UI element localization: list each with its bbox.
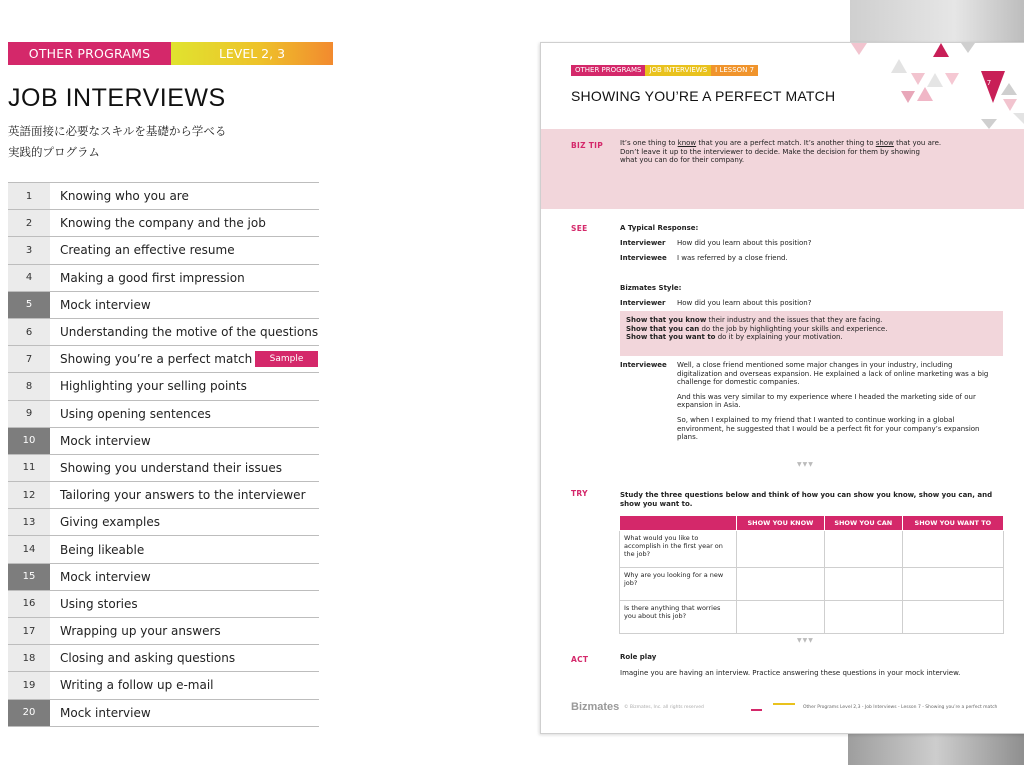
lesson-number: 5 <box>8 292 50 318</box>
lesson-item[interactable] <box>8 482 319 509</box>
speaker-label: Interviewer <box>620 239 666 247</box>
lesson-item[interactable] <box>8 645 319 672</box>
background-photo-top <box>850 0 1024 42</box>
lesson-title-cell <box>50 373 319 399</box>
lesson-item[interactable] <box>8 265 319 292</box>
lesson-title: Showing you’re a perfect match <box>60 352 253 367</box>
lesson-number: 8 <box>8 373 50 399</box>
lesson-title-cell <box>50 265 319 291</box>
background-photo-bottom <box>848 732 1024 765</box>
lesson-item[interactable] <box>8 672 319 699</box>
table-cell <box>902 531 1003 568</box>
lesson-title: Using stories <box>60 596 138 611</box>
lesson-list <box>8 182 319 727</box>
lesson-title-cell <box>50 645 319 671</box>
biz-tip-line-2: Don’t leave it up to the interviewer to decide. Make the decision for them by showing <box>620 147 920 156</box>
lesson-item[interactable] <box>8 346 319 373</box>
lesson-title-cell <box>50 455 319 481</box>
subtitle-line-2: 実践的プログラム <box>8 145 100 159</box>
lesson-item[interactable] <box>8 401 319 428</box>
bizmates-style-heading: Bizmates Style: <box>620 284 682 292</box>
table-header <box>620 516 737 531</box>
lesson-title: Wrapping up your answers <box>60 624 221 639</box>
lesson-item[interactable] <box>8 564 319 591</box>
doc-tag-lesson: I LESSON 7 <box>711 65 758 76</box>
lesson-item[interactable] <box>8 183 319 210</box>
table-header: SHOW YOU CAN <box>824 516 902 531</box>
lesson-title-cell <box>50 237 319 263</box>
lesson-title-cell <box>50 428 319 454</box>
table-header: SHOW YOU WANT TO <box>902 516 1003 531</box>
lesson-title: Mock interview <box>60 569 151 584</box>
lesson-title: Making a good first impression <box>60 270 245 285</box>
lesson-number: 18 <box>8 645 50 671</box>
lesson-number: 2 <box>8 210 50 236</box>
act-text: Imagine you are having an interview. Practice answering these questions in your mock interview. <box>620 669 961 677</box>
table-header: SHOW YOU KNOW <box>737 516 825 531</box>
doc-breadcrumb <box>571 65 758 76</box>
try-table <box>619 515 1004 634</box>
section-divider: ▼▼▼ <box>797 461 814 468</box>
answer-paragraph: So, when I explained to my friend that I wanted to continue working in a global environment, he suggested that I would be a perfect fit for your company’s expansion plans. <box>677 415 980 442</box>
interviewee-answer <box>620 361 995 448</box>
table-cell <box>737 568 825 601</box>
lesson-item[interactable] <box>8 319 319 346</box>
lesson-title: Knowing the company and the job <box>60 216 266 231</box>
section-divider: ▼▼▼ <box>797 637 814 644</box>
lesson-number: 12 <box>8 482 50 508</box>
lesson-item[interactable] <box>8 700 319 727</box>
doc-tag-program: OTHER PROGRAMS <box>571 65 645 76</box>
try-label: TRY <box>571 489 588 498</box>
table-row <box>620 568 1004 601</box>
table-cell <box>824 601 902 634</box>
lesson-title-cell <box>50 346 319 372</box>
lesson-number: 7 <box>8 346 50 372</box>
level-label: LEVEL 2, 3 <box>171 42 333 65</box>
table-cell <box>737 531 825 568</box>
bizmates-interviewer-line <box>620 299 811 308</box>
biz-tip-text <box>620 139 980 165</box>
speaker-text: I was referred by a close friend. <box>677 254 788 262</box>
bizmates-logo: Bizmates <box>571 701 620 713</box>
table-header-row <box>620 516 1004 531</box>
lesson-item[interactable] <box>8 509 319 536</box>
lesson-item[interactable] <box>8 373 319 400</box>
biz-tip-line-3: what you can do for their company. <box>620 156 745 165</box>
speaker-label: Interviewer <box>620 299 666 307</box>
lesson-item[interactable] <box>8 591 319 618</box>
biz-tip-show: show <box>875 139 894 147</box>
speaker-text: How did you learn about this position? <box>677 239 812 247</box>
lesson-number: 9 <box>8 401 50 427</box>
lesson-title: Knowing who you are <box>60 189 189 204</box>
biz-tip-know: know <box>677 139 697 147</box>
lesson-number: 20 <box>8 700 50 726</box>
highlight-bold: Show that you want to <box>626 333 716 342</box>
lesson-title-cell <box>50 536 319 562</box>
biz-tip-label: BIZ TIP <box>571 141 604 150</box>
table-cell <box>737 601 825 634</box>
lesson-title-cell <box>50 618 319 644</box>
table-row <box>620 601 1004 634</box>
lesson-title-cell <box>50 401 319 427</box>
lesson-title: Using opening sentences <box>60 406 211 421</box>
lesson-number: 4 <box>8 265 50 291</box>
lesson-title-cell <box>50 564 319 590</box>
typical-interviewee-line <box>620 254 788 263</box>
table-question: Is there anything that worries you about this job? <box>620 601 737 634</box>
try-instructions: Study the three questions below and think of how you can show you know, show you can, and show you want to. <box>620 491 993 508</box>
triangle-decoration <box>841 43 1024 143</box>
speaker-label: Interviewee <box>620 254 667 262</box>
table-question: What would you like to accomplish in the first year on the job? <box>620 531 737 568</box>
lesson-title-cell <box>50 183 319 209</box>
lesson-number: 11 <box>8 455 50 481</box>
page-subtitle <box>8 121 328 163</box>
lesson-item[interactable] <box>8 237 319 264</box>
lesson-number: 3 <box>8 237 50 263</box>
lesson-number: 19 <box>8 672 50 698</box>
speaker-label: Interviewee <box>620 361 667 369</box>
answer-paragraph: And this was very similar to my experience where I headed the marketing side of our expansion in Asia. <box>677 392 976 410</box>
lesson-number: 13 <box>8 509 50 535</box>
act-heading: Role play <box>620 653 657 661</box>
footer-accent-bar <box>773 703 795 705</box>
lesson-title-cell <box>50 672 319 698</box>
lesson-item[interactable] <box>8 428 319 455</box>
typical-response-heading: A Typical Response: <box>620 224 699 232</box>
program-banner <box>8 42 333 65</box>
table-cell <box>902 601 1003 634</box>
lesson-item[interactable] <box>8 292 319 319</box>
doc-tag-course: JOB INTERVIEWS <box>645 65 711 76</box>
footer-lesson-path: Other Programs Level 2,3 - Job Interviews - Lesson 7 - Showing you’re a perfect match <box>803 705 998 710</box>
biz-tip-text-part: that you are a perfect match. It’s another thing to <box>696 139 876 147</box>
lesson-sample-page <box>540 42 1024 734</box>
lesson-title: Understanding the motive of the questions <box>60 325 319 340</box>
speaker-text: How did you learn about this position? <box>677 299 812 307</box>
lesson-number: 14 <box>8 536 50 562</box>
lesson-title: Mock interview <box>60 297 151 312</box>
table-cell <box>824 531 902 568</box>
lesson-number: 10 <box>8 428 50 454</box>
lesson-title: Closing and asking questions <box>60 651 236 666</box>
lesson-title: Tailoring your answers to the interviewer <box>60 488 306 503</box>
table-row <box>620 531 1004 568</box>
lesson-number: 1 <box>8 183 50 209</box>
page-number: 7 <box>986 79 992 87</box>
lesson-title-cell <box>50 482 319 508</box>
doc-title: SHOWING YOU’RE A PERFECT MATCH <box>571 88 836 104</box>
lesson-title-cell <box>50 700 319 726</box>
lesson-title: Mock interview <box>60 705 151 720</box>
lesson-title-cell <box>50 210 319 236</box>
highlight-bold: Show that you know <box>626 316 707 324</box>
footer-accent-bar <box>751 709 762 711</box>
highlight-rest: do the job by highlighting your skills and experience. <box>699 324 888 333</box>
lesson-title: Highlighting your selling points <box>60 379 247 394</box>
act-label: ACT <box>571 655 589 664</box>
lesson-item[interactable] <box>8 210 319 237</box>
table-question: Why are you looking for a new job? <box>620 568 737 601</box>
lesson-title: Showing you understand their issues <box>60 460 282 475</box>
lesson-title-cell <box>50 591 319 617</box>
biz-tip-text-part: that you are. <box>893 139 942 147</box>
lesson-title-cell <box>50 292 319 318</box>
lesson-title-cell <box>50 319 319 345</box>
program-label: OTHER PROGRAMS <box>8 42 171 65</box>
lesson-item[interactable] <box>8 618 319 645</box>
table-cell <box>902 568 1003 601</box>
lesson-title: Creating an effective resume <box>60 243 235 258</box>
see-label: SEE <box>571 224 588 233</box>
lesson-title: Being likeable <box>60 542 145 557</box>
biz-tip-text-part: It’s one thing to <box>620 139 678 147</box>
highlight-rest: do it by explaining your motivation. <box>715 333 843 342</box>
lesson-title-cell <box>50 509 319 535</box>
lesson-item[interactable] <box>8 455 319 482</box>
typical-interviewer-line <box>620 239 811 248</box>
lesson-number: 17 <box>8 618 50 644</box>
lesson-number: 16 <box>8 591 50 617</box>
highlight-bold: Show that you can <box>626 324 700 333</box>
subtitle-line-1: 英語面接に必要なスキルを基礎から学べる <box>8 124 227 138</box>
lesson-number: 6 <box>8 319 50 345</box>
answer-paragraph: Well, a close friend mentioned some major changes in your industry, including digitalization and overseas expansion. He explained a lack of online marketing was a big challenge for domestic companies. <box>677 361 989 387</box>
footer-copyright: © Bizmates, Inc. all rights reserved <box>624 705 704 710</box>
lesson-number: 15 <box>8 564 50 590</box>
lesson-title: Mock interview <box>60 433 151 448</box>
page-title: JOB INTERVIEWS <box>8 84 226 112</box>
lesson-title: Writing a follow up e-mail <box>60 678 214 693</box>
highlight-rest: their industry and the issues that they are facing. <box>706 316 883 324</box>
table-cell <box>824 568 902 601</box>
lesson-item[interactable] <box>8 536 319 563</box>
highlight-text <box>626 316 996 342</box>
lesson-title: Giving examples <box>60 515 161 530</box>
sample-button[interactable]: Sample <box>255 351 318 367</box>
